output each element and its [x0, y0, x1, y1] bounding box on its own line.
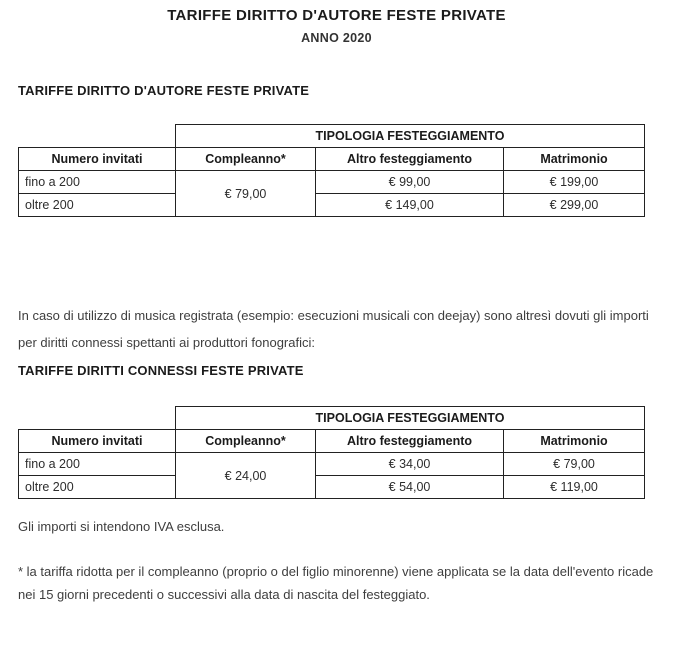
footnote-tariffa-ridotta: * la tariffa ridotta per il compleanno (proprio o del figlio minorenne) viene applicata se la data dell'evento ricade nei 15 giorni precedenti o successivi alla data di nascita del festeggiato. [18, 564, 654, 602]
span-header-tipologia: TIPOLOGIA FESTEGGIAMENTO [176, 407, 645, 430]
cell-price-matrimonio: € 79,00 [504, 453, 645, 476]
cell-invitati: oltre 200 [19, 476, 176, 499]
column-header-altro-festeggiamento: Altro festeggiamento [316, 430, 504, 453]
column-header-compleanno: Compleanno* [176, 148, 316, 171]
tariff-table-diritto-autore [18, 124, 645, 217]
cell-price-altro: € 54,00 [316, 476, 504, 499]
blank-corner-cell [19, 125, 176, 148]
table-row [19, 148, 645, 171]
cell-price-compleanno-merged: € 24,00 [176, 453, 316, 499]
note-iva-esclusa: Gli importi si intendono IVA esclusa. [18, 519, 225, 534]
paragraph-diritti-connessi-intro: In caso di utilizzo di musica registrata (esempio: esecuzioni musicali con deejay) sono altresì dovuti gli importi per diritti connessi spettanti ai produttori fonografici: [18, 308, 649, 350]
column-header-numero-invitati: Numero invitati [19, 148, 176, 171]
cell-price-matrimonio: € 119,00 [504, 476, 645, 499]
column-header-compleanno: Compleanno* [176, 430, 316, 453]
page-title: TARIFFE DIRITTO D'AUTORE FESTE PRIVATE [167, 7, 506, 24]
cell-invitati: fino a 200 [19, 171, 176, 194]
table-row [19, 476, 645, 499]
table-row [19, 453, 645, 476]
section-heading-diritto-autore: TARIFFE DIRITTO D'AUTORE FESTE PRIVATE [18, 83, 310, 98]
cell-price-altro: € 149,00 [316, 194, 504, 217]
column-header-matrimonio: Matrimonio [504, 148, 645, 171]
section-heading-diritti-connessi: TARIFFE DIRITTI CONNESSI FESTE PRIVATE [18, 363, 304, 378]
table-row [19, 171, 645, 194]
blank-corner-cell [19, 407, 176, 430]
span-header-tipologia: TIPOLOGIA FESTEGGIAMENTO [176, 125, 645, 148]
tariff-table-diritti-connessi [18, 406, 645, 499]
cell-invitati: fino a 200 [19, 453, 176, 476]
column-header-matrimonio: Matrimonio [504, 430, 645, 453]
column-header-altro-festeggiamento: Altro festeggiamento [316, 148, 504, 171]
page-subtitle: ANNO 2020 [301, 31, 372, 45]
cell-price-matrimonio: € 299,00 [504, 194, 645, 217]
column-header-numero-invitati: Numero invitati [19, 430, 176, 453]
cell-price-compleanno-merged: € 79,00 [176, 171, 316, 217]
cell-price-altro: € 34,00 [316, 453, 504, 476]
table-row [19, 194, 645, 217]
cell-invitati: oltre 200 [19, 194, 176, 217]
table-row [19, 407, 645, 430]
cell-price-altro: € 99,00 [316, 171, 504, 194]
cell-price-matrimonio: € 199,00 [504, 171, 645, 194]
table-row [19, 125, 645, 148]
table-row [19, 430, 645, 453]
